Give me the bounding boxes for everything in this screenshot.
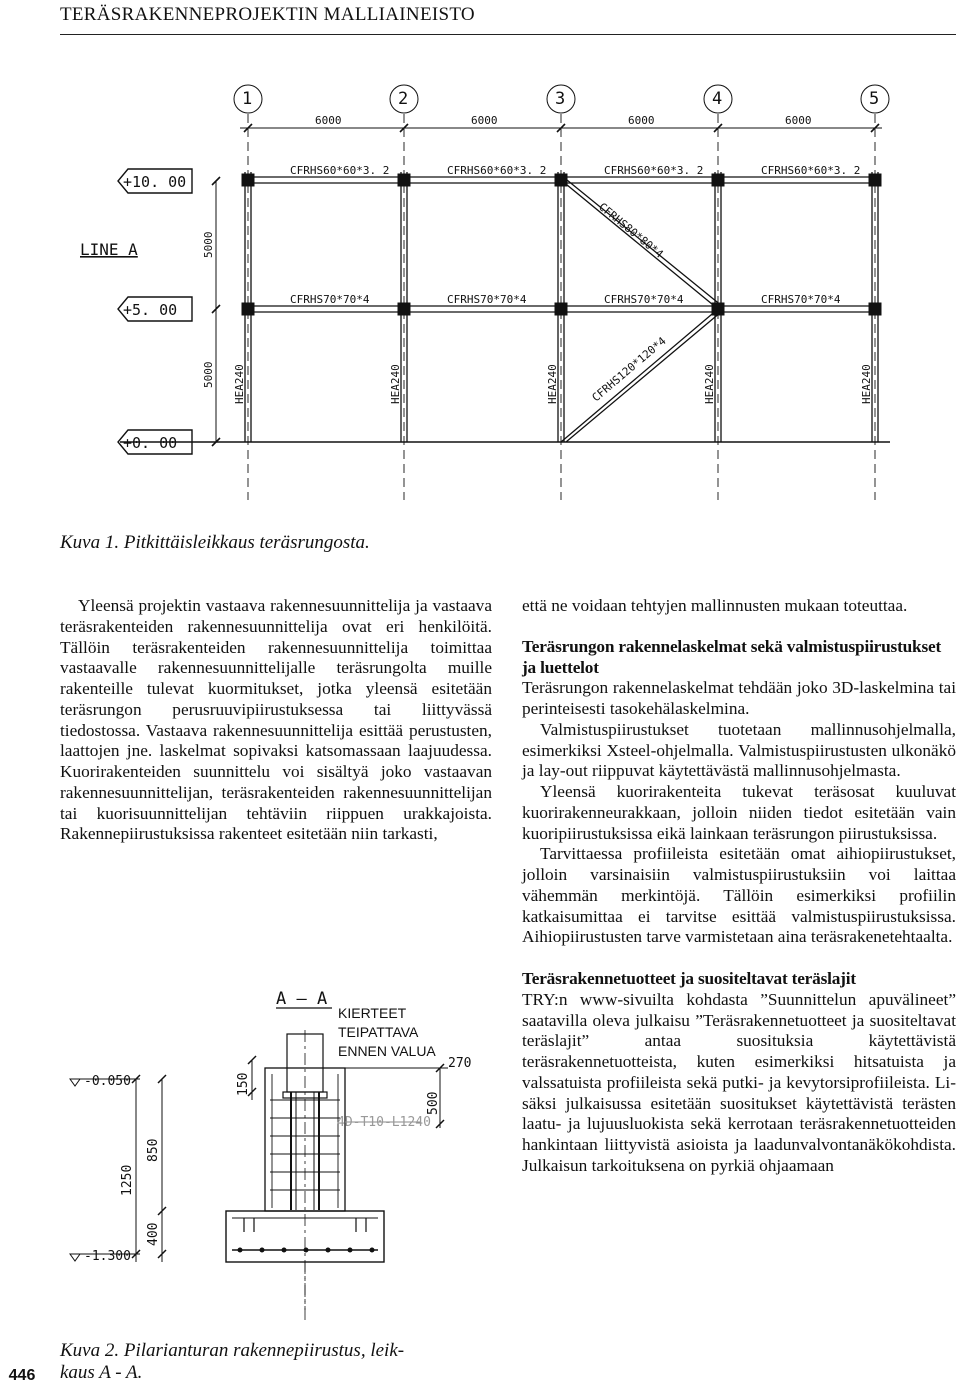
beam-label-top: CFRHS60*60*3. 2 (604, 164, 704, 177)
level-label-top: +10. 00 (123, 173, 187, 191)
paragraph: Tarvittaessa profiileista esitetään omat aihiopiirustukset, jolloin varsinaisiin valmistuspiirustuksiin voi laittaa vähemmän merkintöjä. Tällöin esimerkiksi profiilin katkaisumittaa ei tarvitse esittää valmistuspiirustuksissa. Aihiopiirustusten tarve varmistetaan aina teräsrakenetehtaalta. (522, 844, 956, 947)
storey-height-lower: 5000 (202, 361, 215, 388)
beam-label-mid: CFRHS70*70*4 (604, 293, 684, 306)
paragraph: Yleensä projektin vastaava rakennesuunnittelija ja vastaava teräsrakenteiden rakennesuunnittelija ovat eri henkilöitä. Tällöin teräsrakenteiden rakennesuunnittelija toimittaa vastaavalle rakennesuunnittelijalle teräsrungolta muille rakenteille tulevat kuormitukset, jotka yleensä esitetään teräsrungon perusruuvipiirustuksessa tai liittyvässä tiedostossa. Vastaava rakennesuunnittelija esittää perustusten, laattojen jne. laskelmat sopivaksi katsomassaan laajuudessa. Kuorirakenteiden suunnittelu voi sisältyä joko vastaavan rakennesuunnittelijan, teräsrakenteiden rakennesuunnittelijan tai kuorisuunnittelijan tehtäviin riippuen urakkajoista. Rakennepiirustuksissa rakenteet esitetään niin tarkasti, (60, 596, 492, 844)
spacer (522, 617, 956, 637)
grid-label-1: 1 (242, 89, 253, 109)
span-dimension: 6000 (315, 114, 342, 127)
level-label-mid: +5. 00 (123, 301, 178, 319)
column-label: HEA240 (233, 364, 246, 404)
note-line-1: KIERTEET (338, 1005, 407, 1021)
paragraph: Valmistuspiirustukset tuotetaan mallinnusohjelmalla, esimerkiksi Xsteel-ohjelmalla. Valmistuspiirustusten ulkonäkö ja lay-out riippuvat käytettävästä mallinnusohjelmasta. (522, 719, 956, 781)
level-top: -0.050 (84, 1074, 131, 1089)
beam-label-top: CFRHS60*60*3. 2 (447, 164, 547, 177)
section-heading: Teräsrakennetuotteet ja suositeltavat teräslajit (522, 969, 856, 988)
brace-label-lower: CFRHS120*120*4 (589, 334, 669, 405)
storey-height-upper: 5000 (202, 231, 215, 258)
column-label: HEA240 (703, 364, 716, 404)
column-label: HEA240 (389, 364, 402, 404)
beam-label-mid: CFRHS70*70*4 (447, 293, 527, 306)
span-dimension: 6000 (471, 114, 498, 127)
brace-label-upper: CFRHS80*80*4 (596, 200, 666, 261)
beam-label-mid: CFRHS70*70*4 (290, 293, 370, 306)
section-heading: Teräsrungon rakennelaskelmat sekä valmistuspiirustukset ja luettelot (522, 636, 942, 677)
beam-label-top: CFRHS60*60*3. 2 (761, 164, 861, 177)
dim-400: 400 (146, 1222, 161, 1246)
paragraph: Teräsrungon rakennelaskelmat tehdään joko 3D-laskelmina tai perinteisesti tasokehälaskelmina. (522, 678, 956, 718)
dim-1250: 1250 (120, 1164, 135, 1196)
running-header: TERÄSRAKENNEPROJEKTIN MALLIAINEISTO (60, 4, 475, 25)
left-column (60, 596, 492, 845)
figure-1-caption: Kuva 1. Pitkittäisleikkaus teräsrungosta. (60, 532, 370, 553)
paragraph: että ne voidaan tehtyjen mallinnusten mukaan toteuttaa. (522, 596, 908, 615)
level-bottom: -1.300 (84, 1249, 131, 1264)
grid-label-4: 4 (712, 89, 723, 109)
figure-2-caption-line-2: kaus A - A. (60, 1362, 143, 1383)
dim-850: 850 (146, 1138, 161, 1162)
grid-label-2: 2 (398, 89, 409, 109)
spacer (522, 948, 956, 969)
span-dimension: 6000 (628, 114, 655, 127)
paragraph: Yleensä kuorirakenteita tukevat teräsosat kuuluvat kuorirakenneurakkaan, jolloin niiden tiedot esitetään vain kuoripiirustuksissa eikä lainkaan teräsrungon piirustuksissa. (522, 782, 956, 843)
grid-label-3: 3 (555, 89, 566, 109)
beam-label-top: CFRHS60*60*3. 2 (290, 164, 390, 177)
dim-270: 270 (448, 1056, 472, 1071)
page-number: 446 (8, 1367, 36, 1384)
column-label: HEA240 (546, 364, 559, 404)
figure-2-caption-line-1: Kuva 2. Pilarianturan rakennepiirustus, leik- (60, 1340, 405, 1361)
column-label: HEA240 (860, 364, 873, 404)
note-line-3: ENNEN VALUA (338, 1043, 436, 1059)
rebar-label: 4D-T10-L1240 (337, 1115, 431, 1130)
paragraph: TRY:n www-sivuilta kohdasta ”Suunnittelun apuvälineet” saatavilla oleva julkaisu ”Teräsrakennetuotteet ja suositeltavat teräslajit” antaa suosituksia käytettävistä teräsrakennetuotteista, kuten esimerkiksi hitsatuista ja valssatuista profiileista sekä putki- ja kevytorsiprofiileista. Lisäksi julkaisussa esitetään suositukset käytettävistä terästen laatu- ja lujuusluokista sekä kerrotaan teräsrakennetuotteiden hankintaan liittyvistä asioista ja laadunvalvontanäkökohdista. Julkaisun tarkoituksena on pyrkiä ohjaamaan (522, 989, 956, 1175)
right-column (522, 596, 956, 1177)
line-label: LINE A (80, 240, 138, 259)
dim-500: 500 (426, 1091, 441, 1115)
span-dimension: 6000 (785, 114, 812, 127)
grid-label-5: 5 (869, 89, 880, 109)
section-label: A – A (276, 989, 328, 1009)
dim-150: 150 (236, 1072, 251, 1096)
note-line-2: TEIPATTAVA (338, 1024, 419, 1040)
level-label-ground: +0. 00 (123, 434, 178, 452)
beam-label-mid: CFRHS70*70*4 (761, 293, 841, 306)
